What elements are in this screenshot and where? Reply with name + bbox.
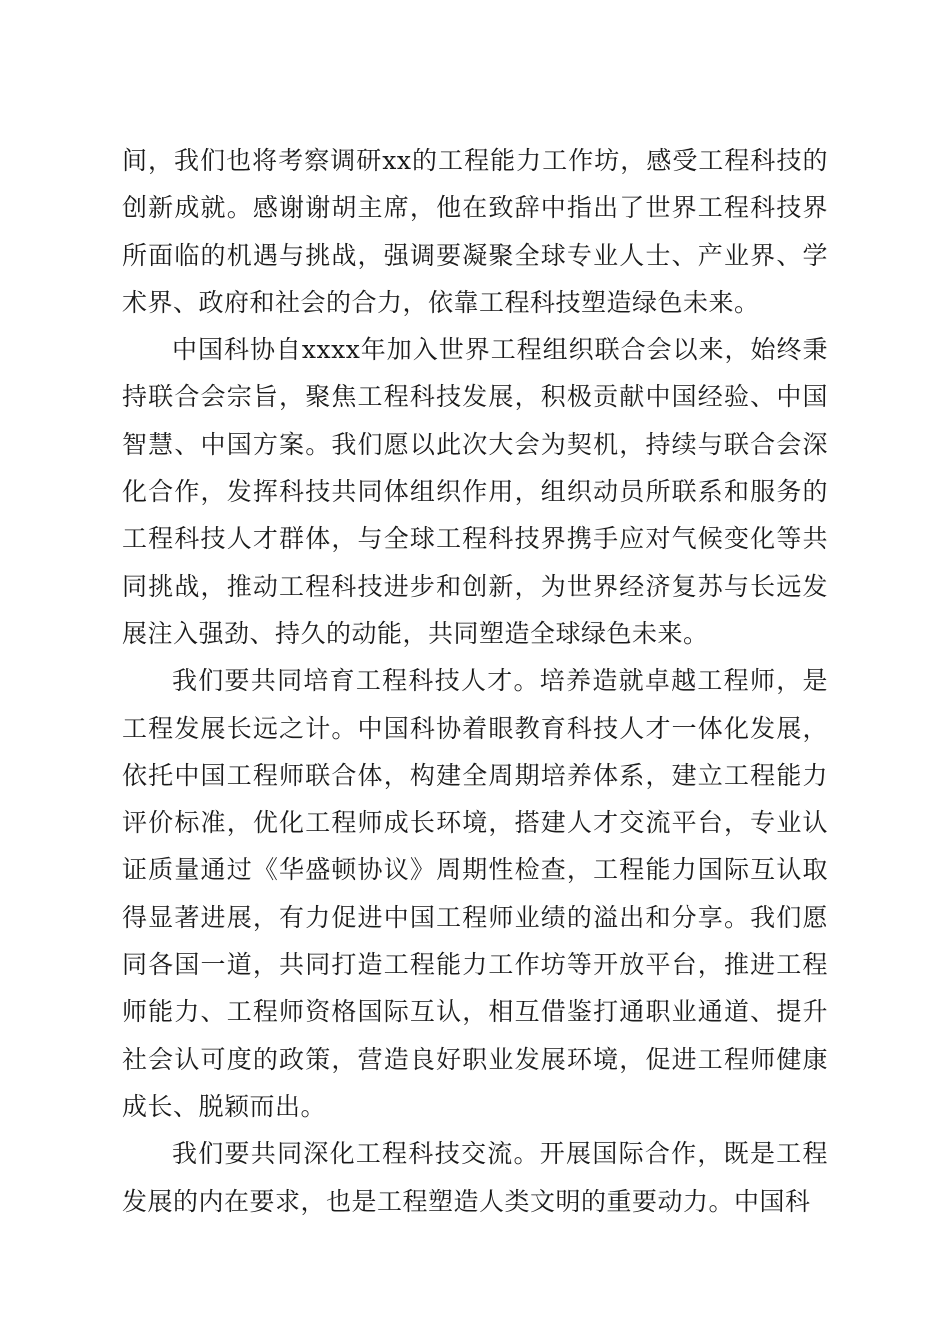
paragraph-2: 中国科协自xxxx年加入世界工程组织联合会以来，始终秉持联合会宗旨，聚焦工程科技发展，积极贡献中国经验、中国智慧、中国方案。我们愿以此次大会为契机，持续与联合会深化合作，发挥科技共同体组织作用，组织动员所联系和服务的工程科技人才群体，与全球工程科技界携手应对气候变化等共同挑战，推动工程科技进步和创新，为世界经济复苏与长远发展注入强劲、持久的动能，共同塑造全球绿色未来。 <box>122 335 828 648</box>
paragraph-1: 间，我们也将考察调研xx的工程能力工作坊，感受工程科技的创新成就。感谢谢胡主席，他在致辞中指出了世界工程科技界所面临的机遇与挑战，强调要凝聚全球专业人士、产业界、学术界、政府和社会的合力，依靠工程科技塑造绿色未来。 <box>122 146 828 317</box>
paragraph-4: 我们要共同深化工程科技交流。开展国际合作，既是工程发展的内在要求，也是工程塑造人类文明的重要动力。中国科 <box>122 1139 828 1216</box>
body-text <box>122 137 828 1225</box>
paragraph-3: 我们要共同培育工程科技人才。培养造就卓越工程师，是工程发展长远之计。中国科协着眼教育科技人才一体化发展，依托中国工程师联合体，构建全周期培养体系，建立工程能力评价标准，优化工程师成长环境，搭建人才交流平台，专业认证质量通过《华盛顿协议》周期性检查，工程能力国际互认取得显著进展，有力促进中国工程师业绩的溢出和分享。我们愿同各国一道，共同打造工程能力工作坊等开放平台，推进工程师能力、工程师资格国际互认，相互借鉴打通职业通道、提升社会认可度的政策，营造良好职业发展环境，促进工程师健康成长、脱颖而出。 <box>122 666 828 1121</box>
